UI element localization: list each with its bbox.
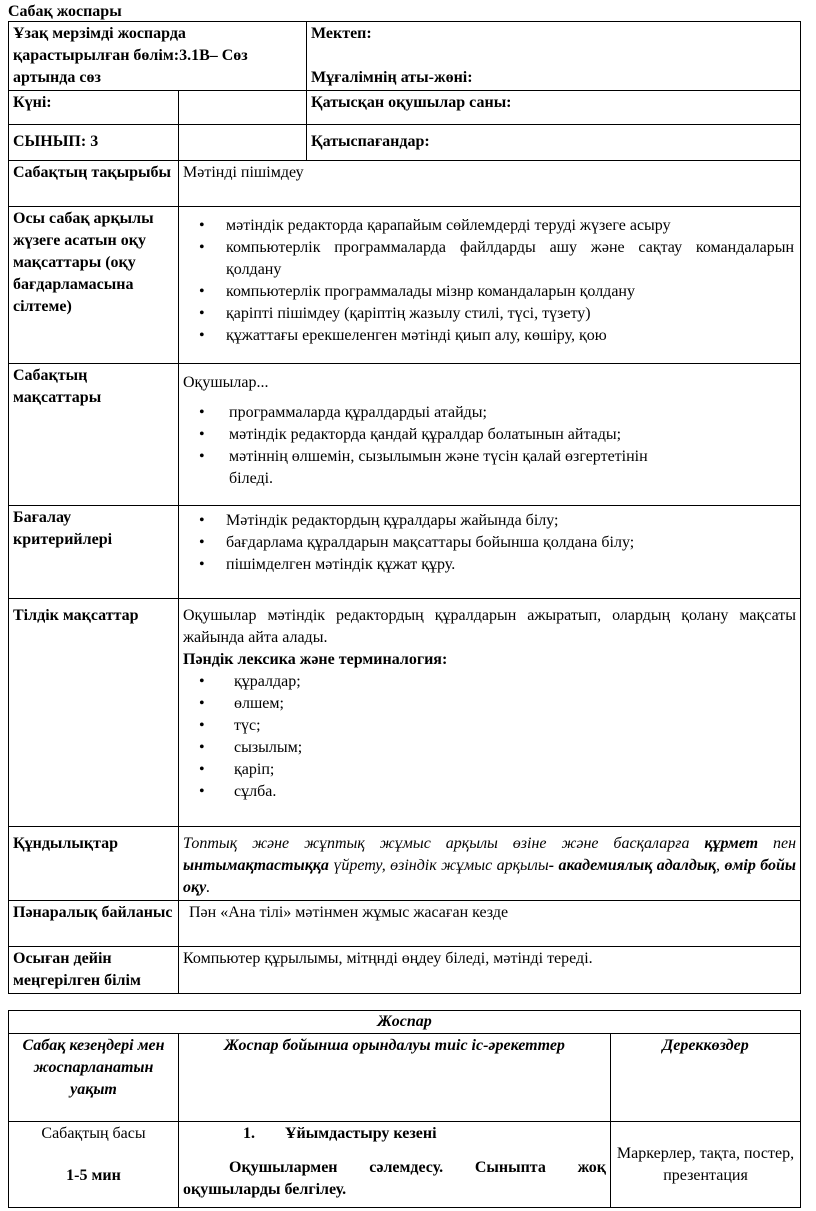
plan-col-actions: Жоспар бойынша орындалуы тиіс іс-әрекеттер xyxy=(179,1034,611,1122)
values-text: . xyxy=(206,879,211,896)
teacher-label: Мұғалімнің аты-жөні: xyxy=(311,69,473,86)
objectives-label: Осы сабақ арқылы жүзеге асатын оқу мақсаттары (оқу бағдарламасына сілтеме) xyxy=(9,207,179,364)
date-value xyxy=(179,91,307,125)
language-goals-label: Тілдік мақсаттар xyxy=(9,599,179,827)
language-goals-text: Оқушылар мәтіндік редактордың құралдарын ажыратып, олардың қолану мақсаты жайында айта алады. xyxy=(183,607,796,646)
plan-col-stages: Сабақ кезеңдері мен жоспарланатын уақыт xyxy=(9,1034,179,1122)
list-item: • компьютерлік программалады мізнр командаларын қолдану xyxy=(183,281,794,303)
list-item: • пішімделген мәтіндік құжат құру. xyxy=(183,554,796,576)
class-label: СЫНЫП: 3 xyxy=(9,125,179,161)
plan-title: Жоспар xyxy=(9,1011,801,1034)
resources-cell: Маркерлер, тақта, постер, презентация xyxy=(611,1122,801,1208)
cross-curricular-label: Пәнаралық байланыс xyxy=(9,901,179,947)
class-value xyxy=(179,125,307,161)
values-cell xyxy=(179,827,801,901)
prior-knowledge-label: Осыған дейін меңгерілген білім xyxy=(9,947,179,994)
list-item: • қаріп; xyxy=(183,759,796,781)
list-item: • программаларда құралдардыі атайды; xyxy=(183,402,794,424)
plan-table xyxy=(8,1010,801,1208)
values-highlight: ынтымақтастыққа xyxy=(183,857,329,874)
objectives-list xyxy=(183,215,794,347)
long-term-plan-label: Ұзақ мерзімді жоспарда қарастырылған бөлім:3.1В– Сөз артында сөз xyxy=(13,25,248,86)
step-action: Оқушылармен сәлемдесу. Сыныпта жоқ оқушыларды белгілеу. xyxy=(183,1159,606,1198)
list-item: • түс; xyxy=(183,715,796,737)
values-label: Құндылықтар xyxy=(9,827,179,901)
lesson-goals-intro: Оқушылар... xyxy=(183,374,269,391)
actions-cell xyxy=(179,1122,611,1208)
list-item: • сызылым; xyxy=(183,737,796,759)
values-text: пен xyxy=(758,835,797,852)
school-teacher-cell xyxy=(307,22,801,91)
present-label: Қатысқан оқушылар саны: xyxy=(307,91,801,125)
vocabulary-heading: Пәндік лексика және терминалогия: xyxy=(183,651,448,668)
values-text: , xyxy=(716,857,725,874)
criteria-list xyxy=(183,510,796,576)
stage-cell xyxy=(9,1122,179,1208)
values-highlight: құрмет xyxy=(704,835,759,852)
vocabulary-list xyxy=(183,671,796,803)
plan-col-resources: Дереккөздер xyxy=(611,1034,801,1122)
values-text: , өзіндік жұмыс арқылы xyxy=(381,857,549,874)
step-title: Ұйымдастыру кезені xyxy=(285,1125,437,1142)
values-text: Топтық және жұптық жұмыс арқылы өзіне және басқаларға xyxy=(183,835,705,852)
long-term-plan-cell xyxy=(9,22,307,91)
list-item: • құжаттағы ерекшеленген мәтінді қиып алу, көшіру, қою xyxy=(183,325,794,347)
objectives-cell xyxy=(179,207,801,364)
stage-name: Сабақтың басы xyxy=(41,1125,146,1142)
document-title: Сабақ жоспары xyxy=(8,3,122,20)
school-label: Мектеп: xyxy=(311,25,372,42)
list-item: • бағдарлама құралдарын мақсаттары бойынша қолдана білу; xyxy=(183,532,796,554)
lesson-goals-cell xyxy=(179,364,801,506)
topic-label: Сабақтың тақырыбы xyxy=(9,161,179,207)
list-item: • мәтіндік редакторда қарапайым сөйлемдерді теруді жүзеге асыру xyxy=(183,215,794,237)
date-label: Күні: xyxy=(9,91,179,125)
prior-knowledge-value: Компьютер құрылымы, мітңнді өңдеу біледі, мәтінді тереді. xyxy=(179,947,801,994)
step-heading xyxy=(183,1123,606,1145)
list-item: • мәтіндік редакторда қандай құралдар болатынын айтады; xyxy=(183,424,794,446)
lesson-info-table xyxy=(8,21,801,994)
criteria-cell xyxy=(179,506,801,599)
topic-value: Мәтінді пішімдеу xyxy=(179,161,801,207)
stage-time: 1-5 мин xyxy=(66,1167,121,1184)
lesson-goals-label: Сабақтың мақсаттары xyxy=(9,364,179,506)
criteria-label: Бағалау критерийлері xyxy=(9,506,179,599)
values-text: үйрету xyxy=(328,857,382,874)
list-item: • сұлба. xyxy=(183,781,796,803)
list-item: • құралдар; xyxy=(183,671,796,693)
list-item: • Мәтіндік редактордың құралдары жайында білу; xyxy=(183,510,796,532)
values-highlight: өмір бойы оқу xyxy=(183,857,797,896)
language-goals-cell xyxy=(179,599,801,827)
values-highlight: - академиялық адалдық xyxy=(548,857,717,874)
list-item: • өлшем; xyxy=(183,693,796,715)
cross-curricular-value: Пән «Ана тілі» мәтінмен жұмыс жасаған кезде xyxy=(179,901,801,947)
absent-label: Қатыспағандар: xyxy=(307,125,801,161)
step-number: 1. xyxy=(243,1125,255,1142)
list-item: • мәтіннің өлшемін, сызылымын және түсін қалай өзгертетінін біледі. xyxy=(183,446,794,490)
list-item: • қаріпті пішімдеу (қаріптің жазылу стилі, түсі, түзету) xyxy=(183,303,794,325)
lesson-goals-list xyxy=(183,402,794,490)
list-item: • компьютерлік программаларда файлдарды ашу және сақтау командаларын қолдану xyxy=(183,237,794,281)
